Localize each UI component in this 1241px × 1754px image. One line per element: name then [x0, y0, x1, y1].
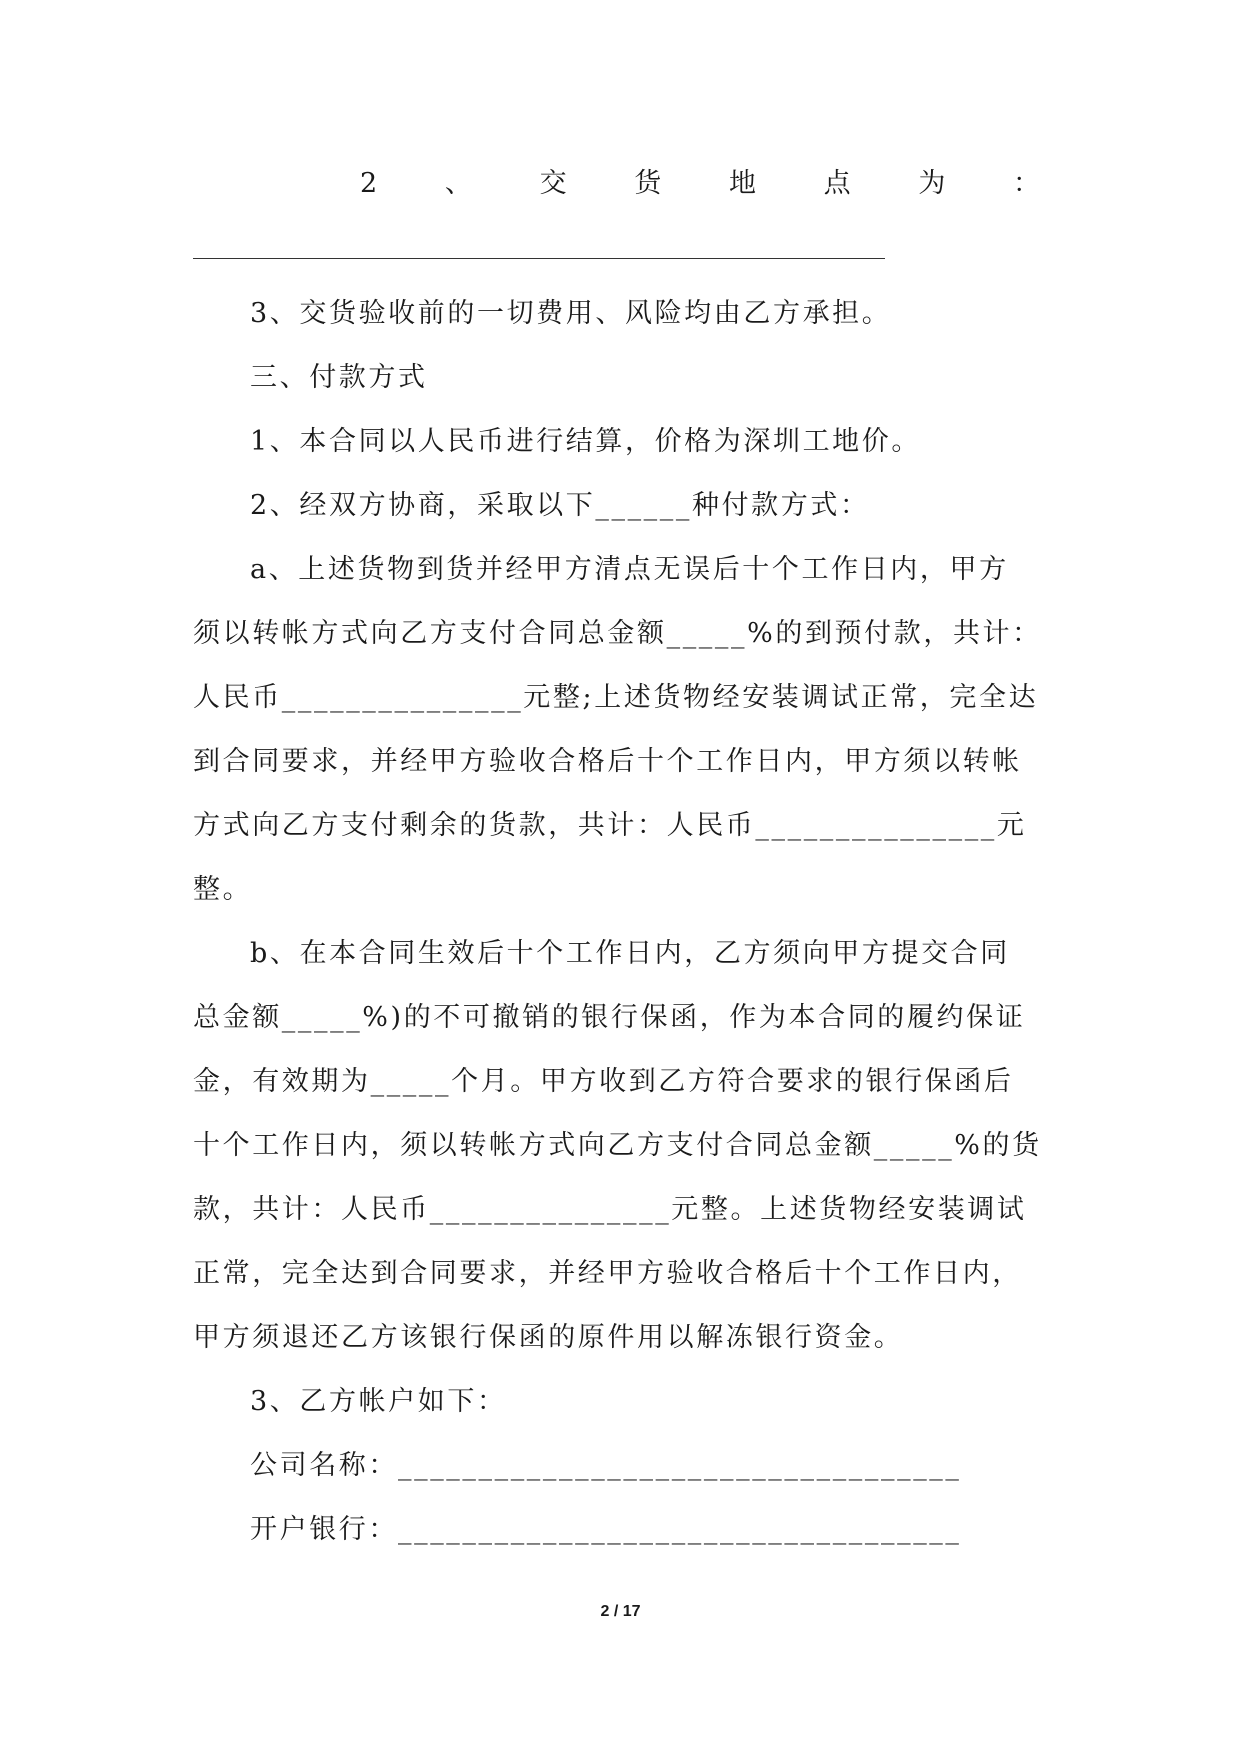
paragraph-line: 1、本合同以人民币进行结算，价格为深圳工地价。 — [250, 426, 921, 457]
paragraph-line: 十个工作日内，须以转帐方式向乙方支付合同总金额_____%的货 — [193, 1130, 1042, 1161]
page-number: 2 / 17 — [600, 1603, 641, 1620]
heading-char: 地 — [728, 168, 756, 199]
paragraph-line: b、在本合同生效后十个工作日内，乙方须向甲方提交合同 — [250, 938, 1010, 969]
heading-char: 、 — [444, 168, 472, 199]
paragraph-line: a、上述货物到货并经甲方清点无误后十个工作日内，甲方 — [250, 554, 1009, 585]
paragraph-line: 方式向乙方支付剩余的货款，共计：人民币_______________元 — [193, 810, 1027, 841]
paragraph-line: 人民币_______________元整;上述货物经安装调试正常，完全达 — [193, 682, 1039, 713]
paragraph-line: 总金额_____%)的不可撤销的银行保函，作为本合同的履约保证 — [193, 1002, 1026, 1033]
bank-name-field: 开户银行：___________________________________ — [250, 1514, 962, 1545]
paragraph-line: 2、经双方协商，采取以下______种付款方式： — [250, 490, 870, 521]
heading-char: 点 — [823, 168, 851, 199]
paragraph-line: 到合同要求，并经甲方验收合格后十个工作日内，甲方须以转帐 — [193, 746, 1022, 777]
heading-char: 交 — [539, 168, 567, 199]
paragraph-line: 甲方须退还乙方该银行保函的原件用以解冻银行资金。 — [193, 1322, 904, 1353]
paragraph-line: 金，有效期为_____个月。甲方收到乙方符合要求的银行保函后 — [193, 1066, 1014, 1097]
delivery-location-heading — [360, 166, 1040, 202]
heading-char: 货 — [634, 168, 662, 199]
paragraph-line: 整。 — [193, 874, 253, 905]
heading-char: 2 — [360, 168, 378, 199]
paragraph-line: 3、交货验收前的一切费用、风险均由乙方承担。 — [250, 298, 892, 329]
blank-underline-rule — [193, 258, 885, 259]
heading-char: ： — [1013, 168, 1040, 199]
company-name-field: 公司名称：___________________________________ — [250, 1450, 962, 1481]
heading-char: 为 — [918, 168, 946, 199]
paragraph-line: 正常，完全达到合同要求，并经甲方验收合格后十个工作日内， — [193, 1258, 1022, 1289]
paragraph-line: 款，共计：人民币_______________元整。上述货物经安装调试 — [193, 1194, 1027, 1225]
paragraph-line: 须以转帐方式向乙方支付合同总金额_____%的到预付款，共计： — [193, 618, 1042, 649]
section-heading: 三、付款方式 — [250, 362, 428, 393]
paragraph-line: 3、乙方帐户如下： — [250, 1386, 507, 1417]
